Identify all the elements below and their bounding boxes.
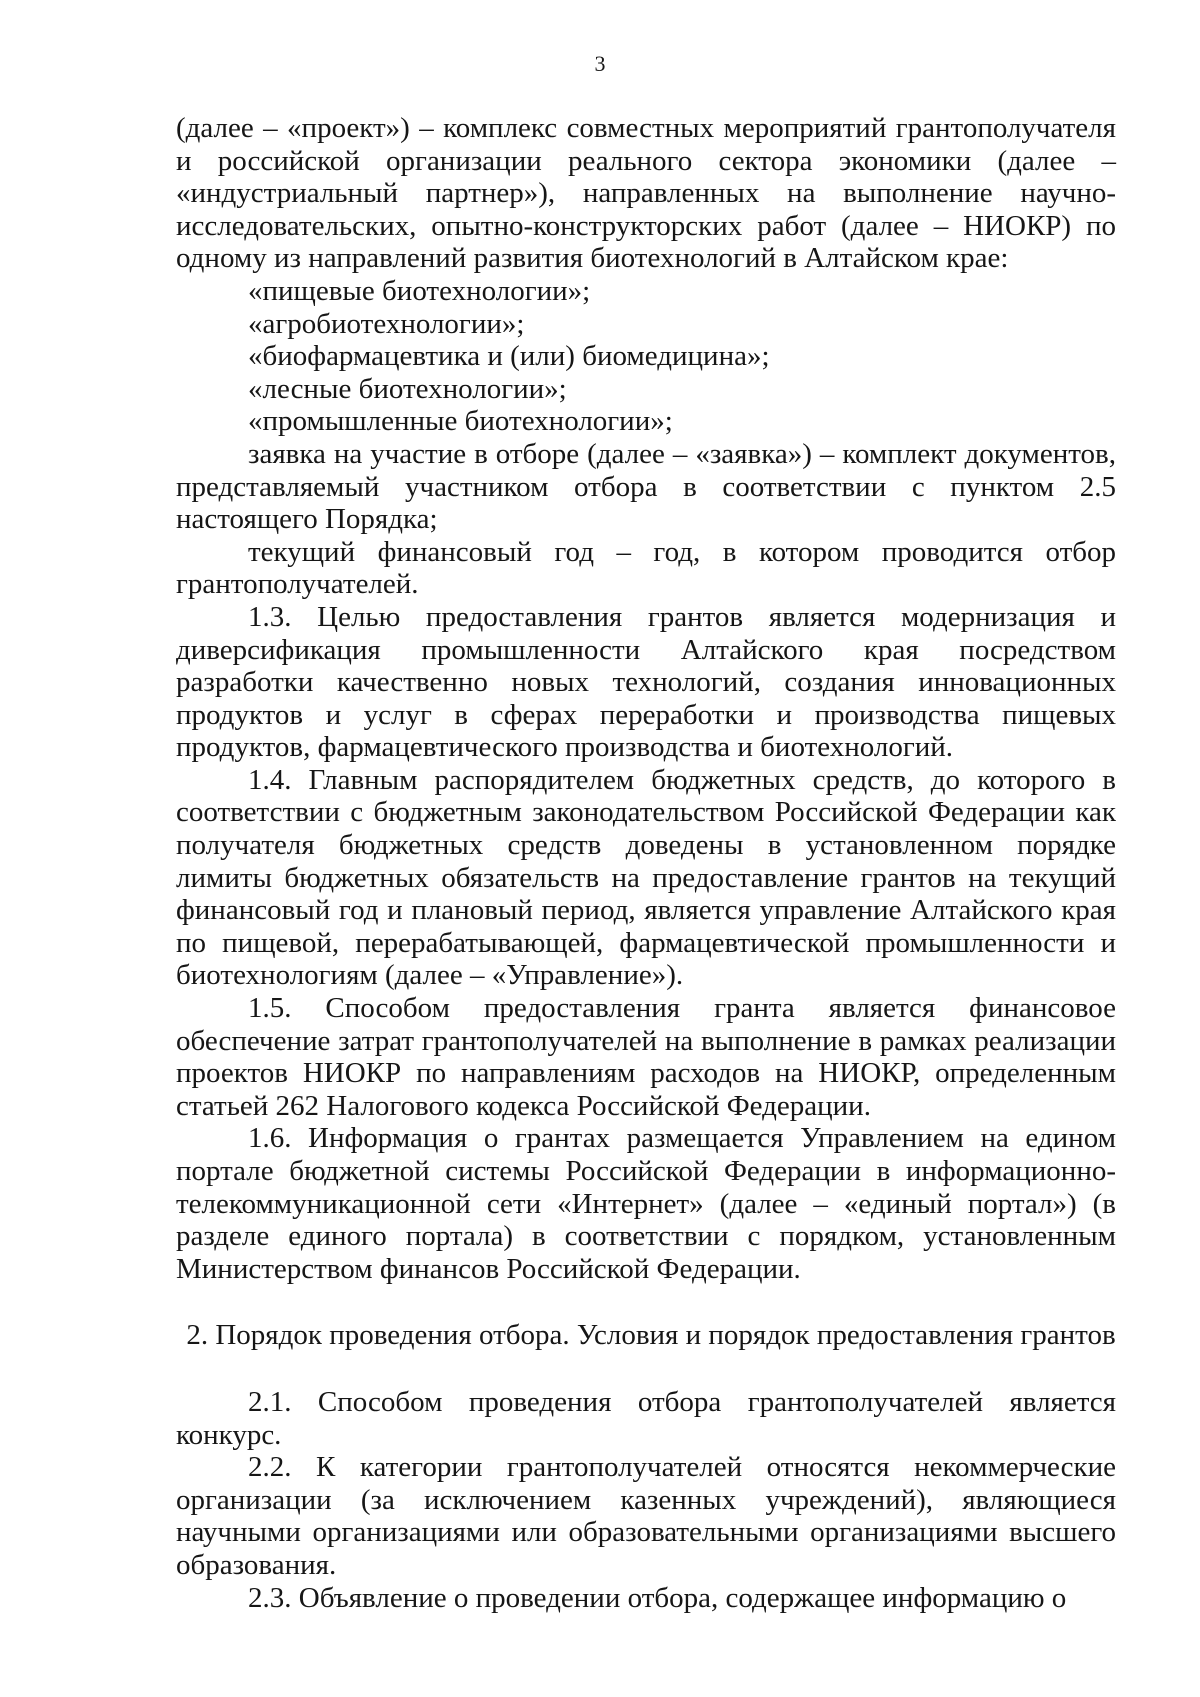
section-2-heading: 2. Порядок проведения отбора. Условия и порядок предоставления грантов xyxy=(186,1319,1116,1352)
list-item: «биофармацевтика и (или) биомедицина»; xyxy=(248,340,770,373)
biotech-directions-list xyxy=(176,275,1116,438)
clause-1-4: 1.4. Главным распорядителем бюджетных средств, до которого в соответствии с бюджетным законодательством Российской Федерации как получателя бюджетных средств доведены в установленном порядке лимиты бюджетных обязательств на предоставление грантов на текущий финансовый год и плановый период, является управление Алтайского края по пищевой, перерабатывающей, фармацевтической промышленности и биотехнологиям (далее – «Управление»). xyxy=(176,763,1116,992)
definition-financial-year: текущий финансовый год – год, в котором проводится отбор грантополучателей. xyxy=(176,535,1116,601)
page-number: 3 xyxy=(594,51,606,76)
definition-application: заявка на участие в отборе (далее – «заявка») – комплект документов, представляемый участником отбора в соответствии с пунктом 2.5 настоящего Порядка; xyxy=(176,437,1116,536)
list-item: «агробиотехнологии»; xyxy=(248,307,525,340)
clause-1-6: 1.6. Информация о грантах размещается Управлением на едином портале бюджетной системы Российской Федерации в информационно-телекоммуникационной сети «Интернет» (далее – «единый портал») (в разделе единого портала) в соответствии с порядком, установленным Министерством финансов Российской Федерации. xyxy=(176,1122,1116,1285)
list-item: «промышленные биотехнологии»; xyxy=(248,405,673,438)
clause-2-3: 2.3. Объявление о проведении отбора, содержащее информацию о xyxy=(248,1581,1067,1614)
list-item: «пищевые биотехнологии»; xyxy=(248,274,591,307)
intro-paragraph: (далее – «проект») – комплекс совместных мероприятий грантополучателя и российской организации реального сектора экономики (далее – «индустриальный партнер»), направленных на выполнение научно-исследовательских, опытно-конструкторских работ (далее – НИОКР) по одному из направлений развития биотехнологий в Алтайском крае: xyxy=(176,112,1116,275)
clause-2-1: 2.1. Способом проведения отбора грантополучателей является конкурс. xyxy=(176,1385,1116,1451)
document-body xyxy=(176,112,1116,1614)
clause-2-2: 2.2. К категории грантополучателей относятся некоммерческие организации (за исключением казенных учреждений), являющиеся научными организациями или образовательными организациями высшего образования. xyxy=(176,1451,1116,1581)
list-item: «лесные биотехнологии»; xyxy=(248,372,567,405)
clause-1-5: 1.5. Способом предоставления гранта является финансовое обеспечение затрат грантополучателей на выполнение в рамках реализации проектов НИОКР по направлениям расходов на НИОКР, определенным статьей 262 Налогового кодекса Российской Федерации. xyxy=(176,992,1116,1122)
clause-1-3: 1.3. Целью предоставления грантов является модернизация и диверсификация промышленности Алтайского края посредством разработки качественно новых технологий, создания инновационных продуктов и услуг в сферах переработки и производства пищевых продуктов, фармацевтического производства и биотехнологий. xyxy=(176,600,1116,764)
